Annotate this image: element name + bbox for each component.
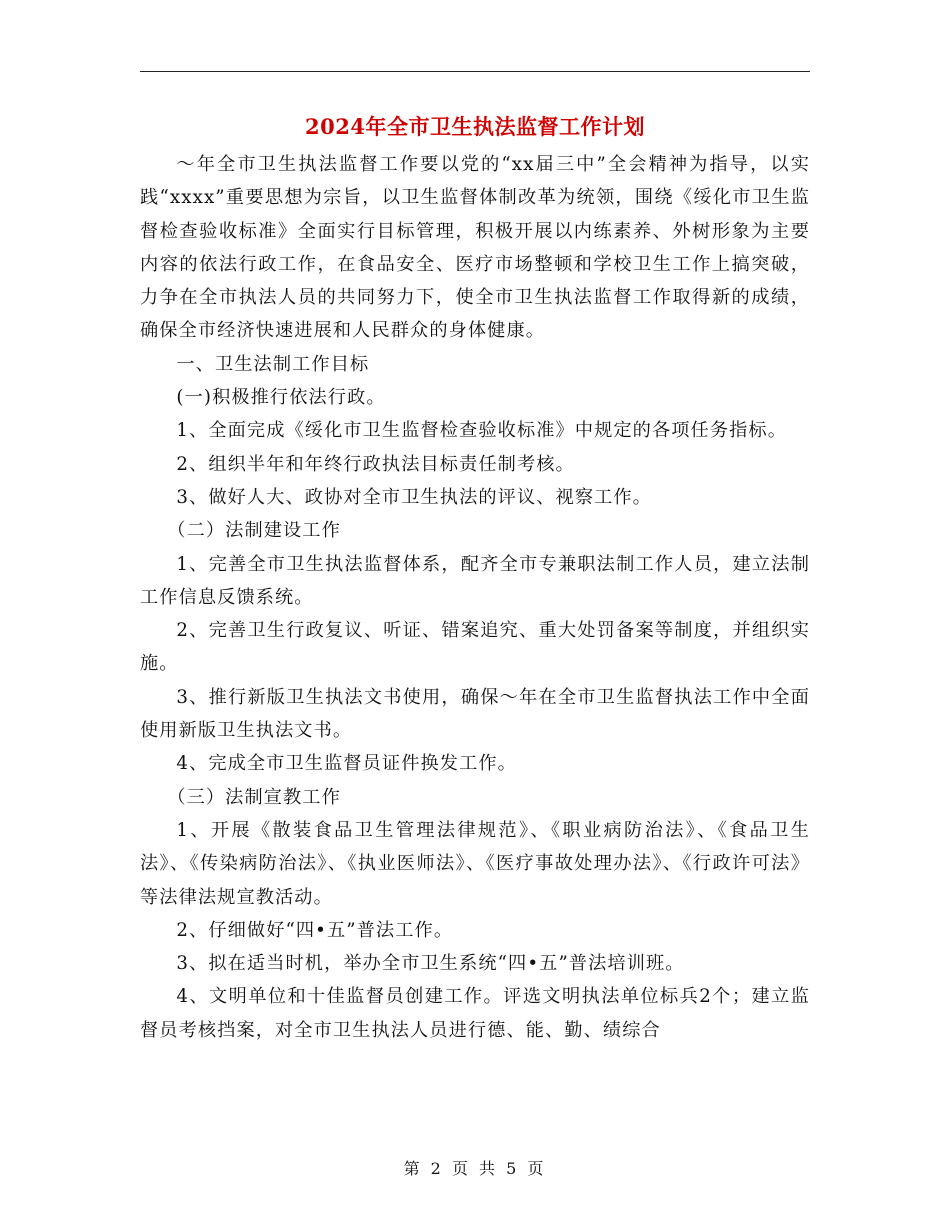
list-item: 2、完善卫生行政复议、听证、错案追究、重大处罚备案等制度，并组织实施。 — [140, 620, 810, 675]
header-rule — [140, 71, 810, 72]
list-item: 1、完善全市卫生执法监督体系，配齐全市专兼职法制工作人员，建立法制工作信息反馈系统。 — [140, 553, 810, 608]
subsection-heading: （二）法制建设工作 — [167, 520, 341, 542]
list-item: 2、仔细做好“四•五”普法工作。 — [176, 919, 454, 941]
list-item: 4、完成全市卫生监督员证件换发工作。 — [176, 753, 517, 775]
list-item: 4、文明单位和十佳监督员创建工作。评选文明执法单位标兵2个；建立监督员考核挡案，对全市卫生执法人员进行德、能、勤、绩综合 — [140, 986, 810, 1041]
document-title: 2024年全市卫生执法监督工作计划 — [305, 114, 645, 139]
list-item: 3、做好人大、政协对全市卫生执法的评议、视察工作。 — [176, 486, 652, 508]
intro-paragraph: ～年全市卫生执法监督工作要以党的“xx届三中”全会精神为指导，以实践“xxxx”重要思想为宗旨，以卫生监督体制改革为统领，围绕《绥化市卫生监督检查验收标准》全面实行目标管理，积极开展以内练素养、外树形象为主要内容的依法行政工作，在食品安全、医疗市场整顿和学校卫生工作上搞突破，力争在全市执法人员的共同努力下，使全市卫生执法监督工作取得新的成绩，确保全市经济快速进展和人民群众的身体健康。 — [140, 154, 810, 342]
list-item: 3、拟在适当时机，举办全市卫生系统“四•五”普法培训班。 — [176, 953, 685, 975]
page-number-footer: 第 2 页 共 5 页 — [403, 1159, 547, 1178]
document-body — [140, 148, 810, 1047]
section-heading: 一、卫生法制工作目标 — [176, 353, 370, 375]
subsection-heading: (一)积极推行依法行政。 — [176, 387, 386, 409]
list-item: 1、开展《散装食品卫生管理法律规范》、《职业病防治法》、《食品卫生法》、《传染病防治法》、《执业医师法》、《医疗事故处理办法》、《行政许可法》等法律法规宣教活动。 — [140, 819, 810, 908]
list-item: 3、推行新版卫生执法文书使用，确保～年在全市卫生监督执法工作中全面使用新版卫生执法文书。 — [140, 686, 810, 742]
subsection-heading: （三）法制宣教工作 — [167, 786, 341, 808]
list-item: 2、组织半年和年终行政执法目标责任制考核。 — [176, 453, 575, 475]
list-item: 1、全面完成《绥化市卫生监督检查验收标准》中规定的各项任务指标。 — [176, 420, 787, 442]
